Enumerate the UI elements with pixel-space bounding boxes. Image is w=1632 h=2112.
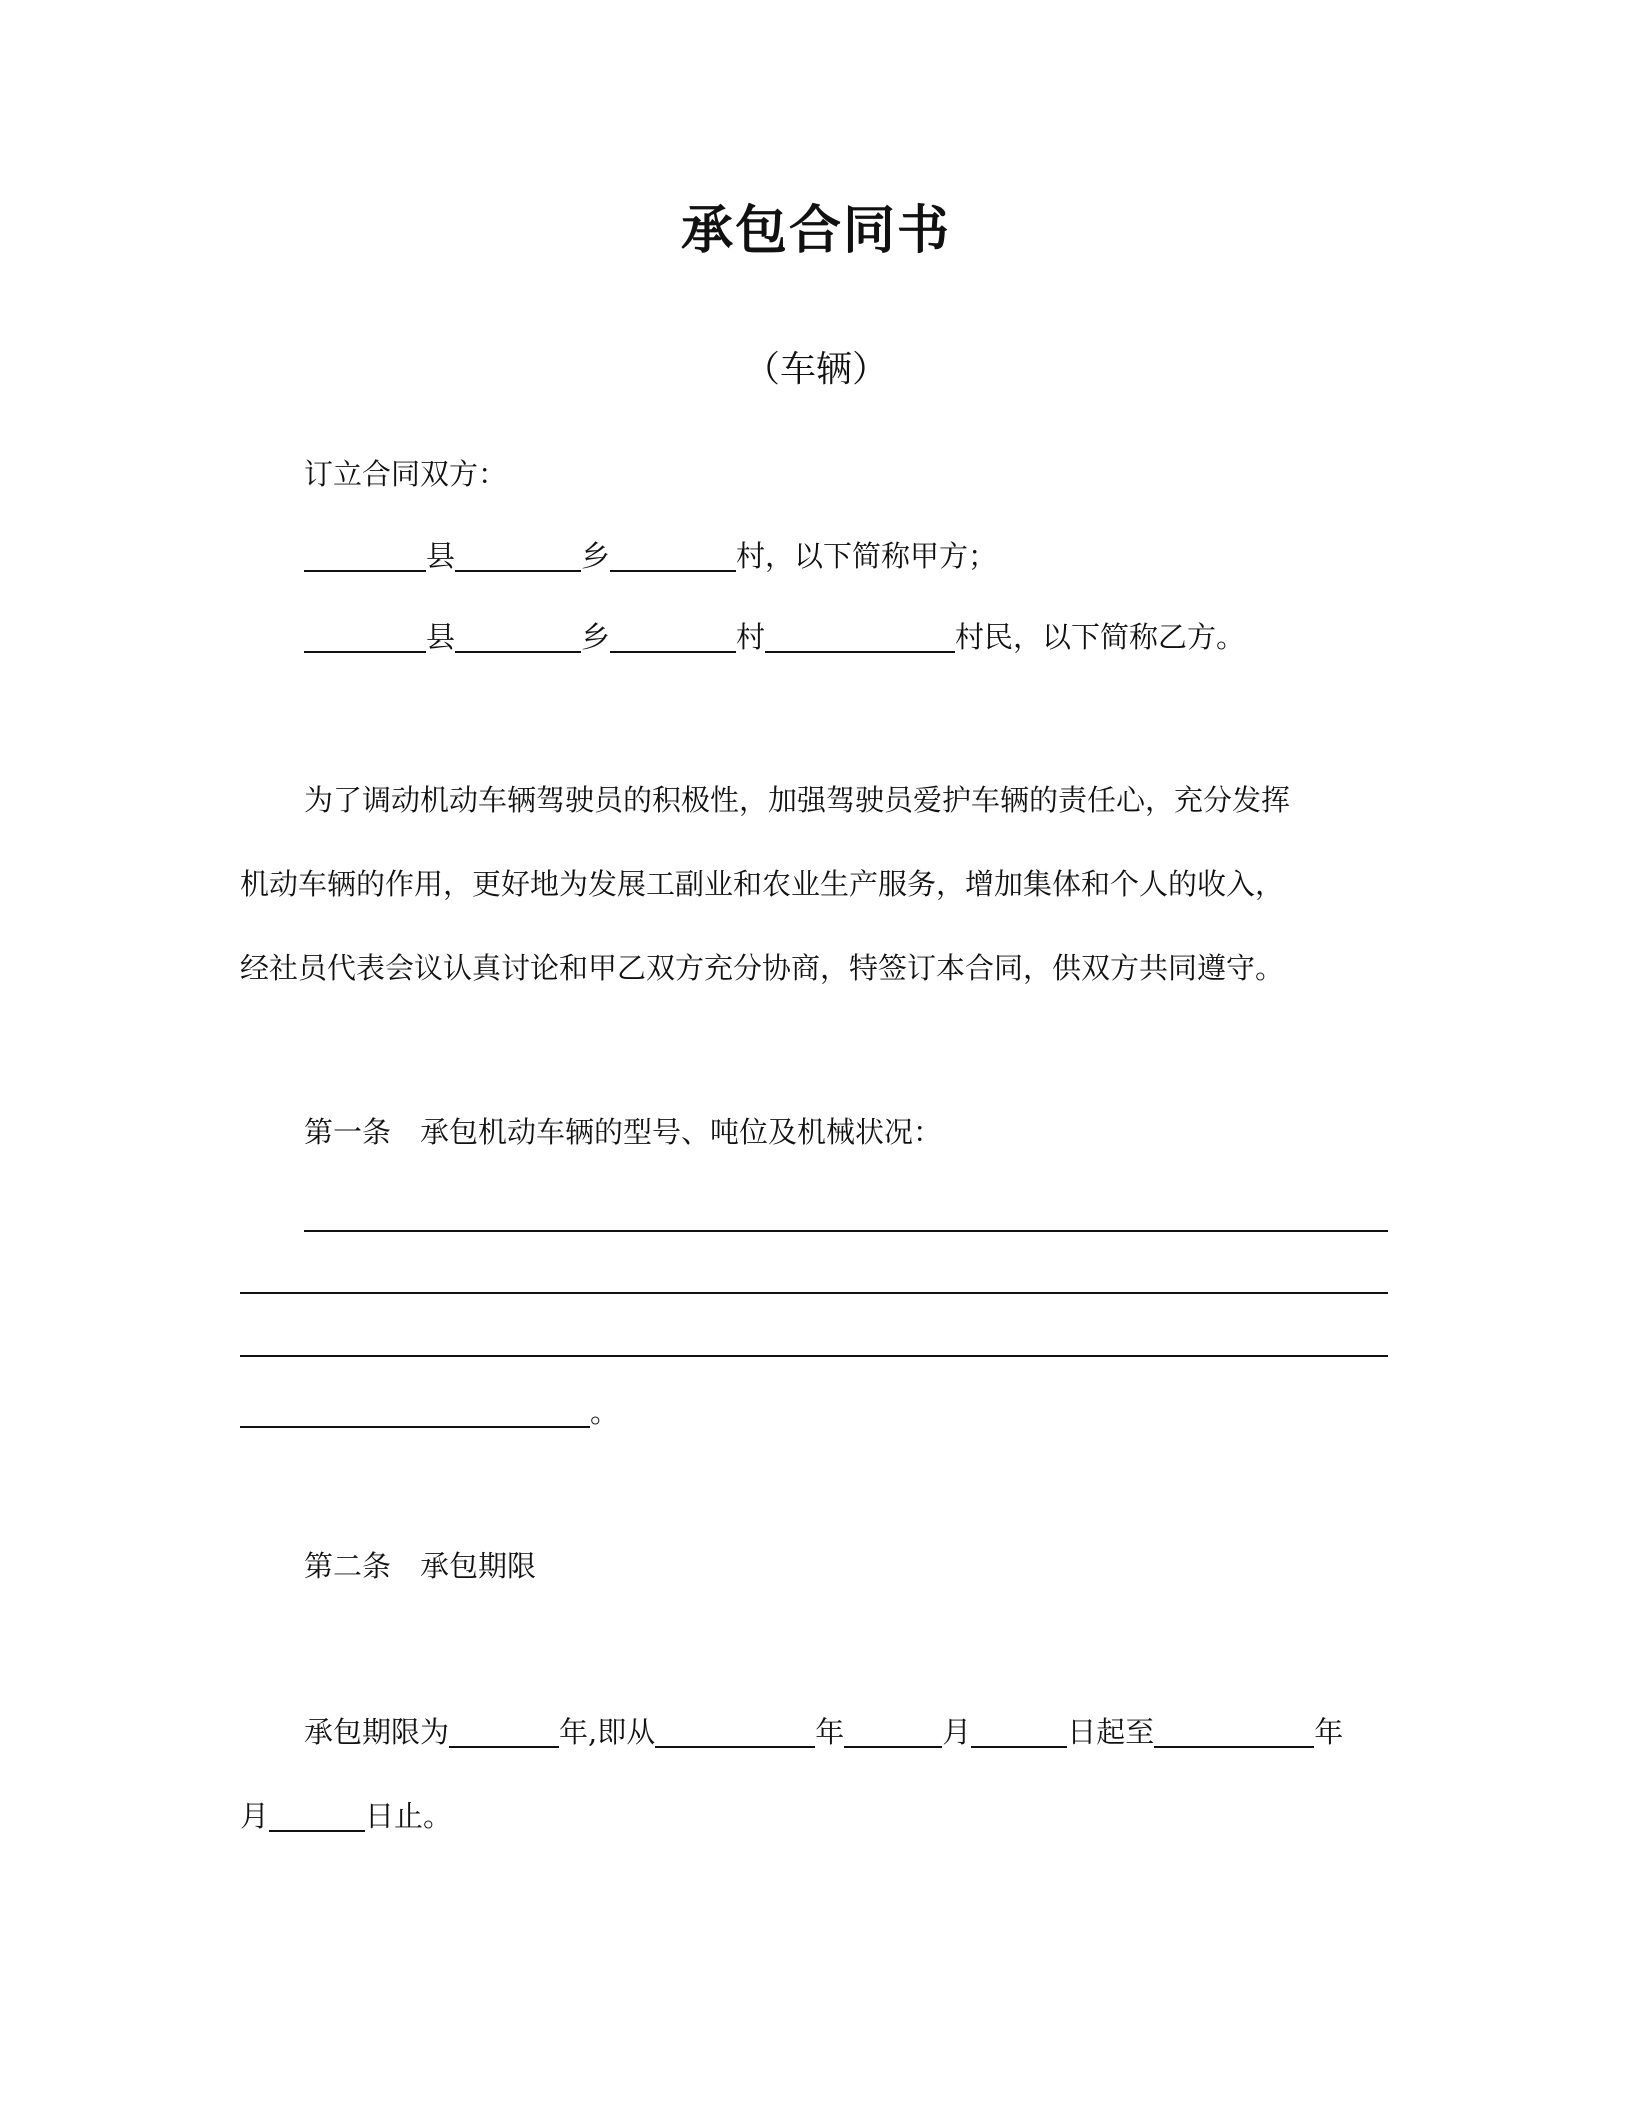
end-year-blank[interactable]: [1154, 1716, 1314, 1748]
start-month-blank[interactable]: [844, 1716, 942, 1748]
party-b-county-label: 县: [426, 620, 456, 654]
party-b-township-label: 乡: [581, 620, 611, 654]
start-day-blank[interactable]: [971, 1716, 1067, 1748]
party-b-villager-blank[interactable]: [765, 621, 955, 653]
start-year-label: 年: [815, 1715, 845, 1749]
end-year-label: 年: [1314, 1715, 1344, 1749]
term-years-label: 年,即从: [559, 1715, 656, 1749]
page-subtitle: （车辆）: [743, 349, 888, 390]
end-day-blank[interactable]: [269, 1800, 365, 1832]
term-prefix: 承包期限为: [304, 1715, 450, 1749]
end-month-label: 月: [240, 1799, 270, 1833]
party-a-county-blank[interactable]: [304, 540, 426, 572]
party-b-line: [304, 617, 1392, 657]
preamble-line-3: 经社员代表会议认真讨论和甲乙双方充分协商，特签订本合同，供双方共同遵守。: [240, 951, 1285, 985]
end-day-label: 日止。: [365, 1799, 453, 1833]
start-month-label: 月: [942, 1715, 972, 1749]
party-b-village-label: 村: [736, 620, 766, 654]
article-1-last-line: [240, 1392, 1392, 1432]
term-line-1: [304, 1712, 1392, 1752]
article-1-fill-line-2[interactable]: [240, 1292, 1388, 1294]
article-1-end-mark: 。: [590, 1395, 620, 1429]
party-a-township-blank[interactable]: [455, 540, 581, 572]
party-a-line: [304, 536, 1392, 576]
party-b-villager-label: 村民，以下简称乙方。: [955, 620, 1246, 654]
party-a-county-label: 县: [426, 539, 456, 573]
preamble-line-1: 为了调动机动车辆驾驶员的积极性，加强驾驶员爱护车辆的责任心，充分发挥: [304, 783, 1291, 817]
party-b-township-blank[interactable]: [455, 621, 581, 653]
preamble-line-2: 机动车辆的作用，更好地为发展工副业和农业生产服务，增加集体和个人的收入，: [240, 867, 1285, 901]
article-1-fill-line-3[interactable]: [240, 1355, 1388, 1357]
article-1-heading: 第一条 承包机动车辆的型号、吨位及机械状况：: [304, 1115, 943, 1149]
term-years-blank[interactable]: [449, 1716, 559, 1748]
party-a-village-label: 村，以下简称甲方；: [736, 539, 998, 573]
party-b-county-blank[interactable]: [304, 621, 426, 653]
party-b-village-blank[interactable]: [610, 621, 736, 653]
party-a-village-blank[interactable]: [610, 540, 736, 572]
start-day-label: 日起至: [1067, 1715, 1155, 1749]
term-line-2: [240, 1796, 1392, 1836]
article-2-heading: 第二条 承包期限: [304, 1549, 537, 1583]
party-a-township-label: 乡: [581, 539, 611, 573]
start-year-blank[interactable]: [655, 1716, 815, 1748]
article-1-fill-line-1[interactable]: [304, 1230, 1388, 1232]
article-1-fill-line-4[interactable]: [240, 1396, 590, 1428]
page-title: 承包合同书: [680, 201, 951, 261]
parties-intro: 订立合同双方：: [304, 457, 508, 491]
